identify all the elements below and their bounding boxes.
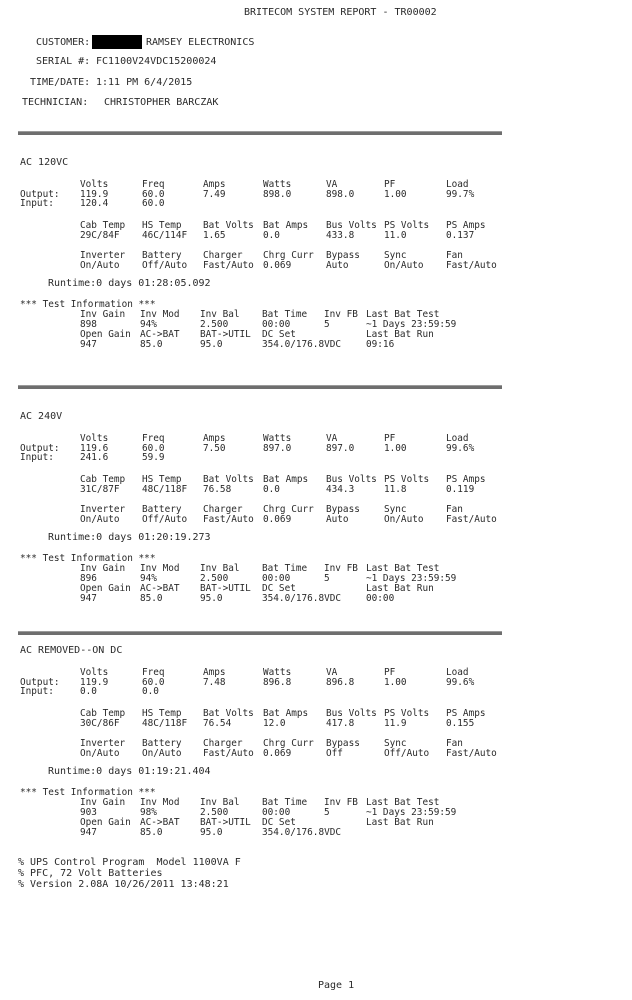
column-header: Bat Volts	[203, 474, 254, 485]
column-header: Amps	[203, 179, 226, 190]
test-header: Inv Mod	[140, 309, 180, 320]
test-value: 95.0	[200, 827, 223, 838]
status-value: On/Auto	[80, 748, 120, 759]
test-header: Last Bat Test	[366, 563, 440, 574]
input-value: 0.0	[80, 686, 97, 697]
status-value: On/Auto	[384, 514, 424, 525]
column-header: Watts	[263, 433, 292, 444]
status-value: 0.069	[263, 260, 292, 271]
column-header: Freq	[142, 667, 165, 678]
output-value: 7.50	[203, 443, 226, 454]
output-value: 60.0	[142, 189, 165, 200]
column-header: Fan	[446, 738, 463, 749]
output-value: 119.6	[80, 443, 109, 454]
column-header: Bat Amps	[263, 220, 309, 231]
output-value: 99.6%	[446, 677, 475, 688]
status-value: 29C/84F	[80, 230, 120, 241]
test-header: Last Bat Run	[366, 329, 434, 340]
column-header: Bus Volts	[326, 220, 377, 231]
test-value: 947	[80, 339, 97, 350]
column-header: Sync	[384, 504, 407, 515]
output-value: 1.00	[384, 677, 407, 688]
test-value: 85.0	[140, 593, 163, 604]
column-header: Bat Amps	[263, 708, 309, 719]
column-header: Chrg Curr	[263, 738, 314, 749]
column-header: Fan	[446, 250, 463, 261]
column-header: Load	[446, 179, 469, 190]
test-header: Inv Bal	[200, 797, 240, 808]
output-value: 897.0	[263, 443, 292, 454]
status-value: 0.069	[263, 514, 292, 525]
test-header: DC Set	[262, 583, 296, 594]
input-label: Input:	[20, 452, 54, 463]
footer-line-2: % PFC, 72 Volt Batteries	[18, 868, 163, 879]
status-value: 0.137	[446, 230, 475, 241]
column-header: Amps	[203, 667, 226, 678]
test-info-title: *** Test Information ***	[20, 299, 156, 310]
output-value: 7.49	[203, 189, 226, 200]
test-header: Bat Time	[262, 563, 308, 574]
section-title: AC 120VC	[20, 157, 69, 168]
customer-value: RAMSEY ELECTRONICS	[146, 37, 255, 48]
column-header: Load	[446, 667, 469, 678]
status-value: 31C/87F	[80, 484, 120, 495]
status-value: On/Auto	[384, 260, 424, 271]
test-value: 354.0/176.8VDC	[262, 339, 342, 350]
column-header: Watts	[263, 179, 292, 190]
input-value: 0.0	[142, 686, 159, 697]
test-value: ~1 Days 23:59:59	[366, 573, 457, 584]
output-value: 119.9	[80, 677, 109, 688]
column-header: Bypass	[326, 738, 360, 749]
test-header: BAT->UTIL	[200, 817, 251, 828]
column-header: Bat Volts	[203, 220, 254, 231]
test-header: AC->BAT	[140, 583, 180, 594]
test-value: 2.500	[200, 319, 229, 330]
column-header: Bat Volts	[203, 708, 254, 719]
runtime-value: Runtime:0 days 01:20:19.273	[48, 532, 211, 543]
column-header: Cab Temp	[80, 220, 126, 231]
status-value: Off/Auto	[384, 748, 430, 759]
column-header: Bypass	[326, 250, 360, 261]
test-value: 00:00	[366, 593, 395, 604]
output-value: 1.00	[384, 443, 407, 454]
output-value: 119.9	[80, 189, 109, 200]
column-header: Chrg Curr	[263, 250, 314, 261]
column-header: VA	[326, 667, 338, 678]
status-value: 0.155	[446, 718, 475, 729]
test-value: 00:00	[262, 573, 291, 584]
test-header: DC Set	[262, 817, 296, 828]
column-header: Watts	[263, 667, 292, 678]
column-header: Fan	[446, 504, 463, 515]
column-header: Inverter	[80, 504, 126, 515]
status-value: 0.119	[446, 484, 475, 495]
test-info-title: *** Test Information ***	[20, 787, 156, 798]
section-divider	[18, 131, 502, 135]
status-value: On/Auto	[80, 260, 120, 271]
status-value: Fast/Auto	[203, 748, 254, 759]
status-value: Fast/Auto	[446, 260, 497, 271]
input-value: 60.0	[142, 198, 165, 209]
column-header: Charger	[203, 250, 243, 261]
test-value: 354.0/176.8VDC	[262, 827, 342, 838]
output-value: 897.0	[326, 443, 355, 454]
test-header: Inv FB	[324, 563, 358, 574]
column-header: Cab Temp	[80, 474, 126, 485]
column-header: Inverter	[80, 738, 126, 749]
column-header: Cab Temp	[80, 708, 126, 719]
status-value: Fast/Auto	[203, 260, 254, 271]
status-value: 48C/118F	[142, 718, 188, 729]
test-header: Last Bat Test	[366, 797, 440, 808]
status-value: 433.8	[326, 230, 355, 241]
status-value: Off	[326, 748, 343, 759]
column-header: Bat Amps	[263, 474, 309, 485]
column-header: Freq	[142, 433, 165, 444]
output-value: 60.0	[142, 677, 165, 688]
test-value: 354.0/176.8VDC	[262, 593, 342, 604]
test-value: 94%	[140, 319, 157, 330]
column-header: PS Amps	[446, 474, 486, 485]
test-value: 00:00	[262, 807, 291, 818]
output-value: 896.8	[326, 677, 355, 688]
test-value: 94%	[140, 573, 157, 584]
section-divider	[18, 385, 502, 389]
test-value: ~1 Days 23:59:59	[366, 807, 457, 818]
test-header: BAT->UTIL	[200, 329, 251, 340]
column-header: Battery	[142, 250, 182, 261]
test-header: BAT->UTIL	[200, 583, 251, 594]
test-header: Open Gain	[80, 329, 131, 340]
column-header: Sync	[384, 738, 407, 749]
column-header: Volts	[80, 179, 109, 190]
serial-value: FC1100V24VDC15200024	[96, 56, 217, 67]
column-header: PS Volts	[384, 474, 430, 485]
serial-label: SERIAL #:	[36, 56, 91, 67]
column-header: PS Amps	[446, 220, 486, 231]
test-header: Open Gain	[80, 583, 131, 594]
test-value: ~1 Days 23:59:59	[366, 319, 457, 330]
status-value: Auto	[326, 514, 349, 525]
status-value: Off/Auto	[142, 514, 188, 525]
input-value: 120.4	[80, 198, 109, 209]
status-value: 0.069	[263, 748, 292, 759]
test-header: Open Gain	[80, 817, 131, 828]
status-value: On/Auto	[142, 748, 182, 759]
test-value: 85.0	[140, 339, 163, 350]
column-header: PF	[384, 179, 396, 190]
test-header: Inv Mod	[140, 563, 180, 574]
test-header: DC Set	[262, 329, 296, 340]
column-header: Freq	[142, 179, 165, 190]
column-header: PS Amps	[446, 708, 486, 719]
runtime-value: Runtime:0 days 01:19:21.404	[48, 766, 211, 777]
status-value: 0.0	[263, 230, 280, 241]
output-value: 898.0	[326, 189, 355, 200]
column-header: PF	[384, 667, 396, 678]
test-header: Last Bat Run	[366, 583, 434, 594]
technician-label: TECHNICIAN:	[22, 97, 89, 108]
status-value: 46C/114F	[142, 230, 188, 241]
column-header: Battery	[142, 738, 182, 749]
column-header: VA	[326, 433, 338, 444]
status-value: 417.8	[326, 718, 355, 729]
time-date-value: 1:11 PM 6/4/2015	[96, 77, 193, 88]
output-value: 1.00	[384, 189, 407, 200]
page-number: Page 1	[318, 980, 355, 991]
footer-line-3: % Version 2.08A 10/26/2011 13:48:21	[18, 879, 229, 890]
test-header: Inv Gain	[80, 797, 126, 808]
test-header: Bat Time	[262, 309, 308, 320]
output-label: Output:	[20, 189, 60, 200]
output-value: 60.0	[142, 443, 165, 454]
test-header: Inv FB	[324, 309, 358, 320]
status-value: 76.58	[203, 484, 232, 495]
status-value: 434.3	[326, 484, 355, 495]
output-value: 896.8	[263, 677, 292, 688]
test-header: Inv Mod	[140, 797, 180, 808]
test-info-title: *** Test Information ***	[20, 553, 156, 564]
output-label: Output:	[20, 443, 60, 454]
column-header: Chrg Curr	[263, 504, 314, 515]
column-header: Volts	[80, 667, 109, 678]
input-label: Input:	[20, 686, 54, 697]
column-header: Charger	[203, 738, 243, 749]
status-value: 11.8	[384, 484, 407, 495]
column-header: PF	[384, 433, 396, 444]
test-header: Last Bat Test	[366, 309, 440, 320]
output-value: 99.7%	[446, 189, 475, 200]
test-value: 2.500	[200, 807, 229, 818]
redaction-bar	[92, 35, 142, 49]
test-value: 09:16	[366, 339, 395, 350]
column-header: Charger	[203, 504, 243, 515]
status-value: 11.9	[384, 718, 407, 729]
status-value: Fast/Auto	[446, 514, 497, 525]
status-value: 1.65	[203, 230, 226, 241]
test-header: AC->BAT	[140, 329, 180, 340]
test-value: 947	[80, 593, 97, 604]
column-header: HS Temp	[142, 474, 182, 485]
test-value: 903	[80, 807, 97, 818]
output-value: 99.6%	[446, 443, 475, 454]
section-title: AC 240V	[20, 411, 63, 422]
status-value: 76.54	[203, 718, 232, 729]
column-header: Inverter	[80, 250, 126, 261]
test-header: AC->BAT	[140, 817, 180, 828]
test-header: Inv Gain	[80, 309, 126, 320]
status-value: Fast/Auto	[446, 748, 497, 759]
status-value: 11.0	[384, 230, 407, 241]
status-value: 0.0	[263, 484, 280, 495]
test-value: 85.0	[140, 827, 163, 838]
status-value: 12.0	[263, 718, 286, 729]
test-value: 5	[324, 319, 330, 330]
test-header: Last Bat Run	[366, 817, 434, 828]
section-title: AC REMOVED--ON DC	[20, 645, 123, 656]
column-header: Volts	[80, 433, 109, 444]
runtime-value: Runtime:0 days 01:28:05.092	[48, 278, 211, 289]
test-value: 95.0	[200, 593, 223, 604]
column-header: Bypass	[326, 504, 360, 515]
test-value: 2.500	[200, 573, 229, 584]
output-label: Output:	[20, 677, 60, 688]
status-value: Fast/Auto	[203, 514, 254, 525]
test-value: 00:00	[262, 319, 291, 330]
column-header: Sync	[384, 250, 407, 261]
column-header: Amps	[203, 433, 226, 444]
output-value: 7.48	[203, 677, 226, 688]
test-header: Inv FB	[324, 797, 358, 808]
test-header: Bat Time	[262, 797, 308, 808]
status-value: 30C/86F	[80, 718, 120, 729]
status-value: 48C/118F	[142, 484, 188, 495]
footer-line-1: % UPS Control Program Model 1100VA F	[18, 857, 241, 868]
test-value: 5	[324, 573, 330, 584]
column-header: PS Volts	[384, 220, 430, 231]
section-divider	[18, 631, 502, 635]
test-value: 896	[80, 573, 97, 584]
time-date-label: TIME/DATE:	[30, 77, 91, 88]
test-header: Inv Bal	[200, 309, 240, 320]
column-header: Bus Volts	[326, 708, 377, 719]
output-value: 898.0	[263, 189, 292, 200]
test-value: 5	[324, 807, 330, 818]
input-value: 59.9	[142, 452, 165, 463]
test-value: 947	[80, 827, 97, 838]
customer-label: CUSTOMER:	[36, 37, 91, 48]
column-header: PS Volts	[384, 708, 430, 719]
column-header: VA	[326, 179, 338, 190]
test-header: Inv Bal	[200, 563, 240, 574]
report-title: BRITECOM SYSTEM REPORT - TR00002	[244, 7, 437, 18]
test-header: Inv Gain	[80, 563, 126, 574]
test-value: 95.0	[200, 339, 223, 350]
status-value: On/Auto	[80, 514, 120, 525]
status-value: Off/Auto	[142, 260, 188, 271]
test-value: 898	[80, 319, 97, 330]
column-header: HS Temp	[142, 708, 182, 719]
test-value: 98%	[140, 807, 157, 818]
column-header: Load	[446, 433, 469, 444]
input-label: Input:	[20, 198, 54, 209]
column-header: Battery	[142, 504, 182, 515]
column-header: HS Temp	[142, 220, 182, 231]
technician-value: CHRISTOPHER BARCZAK	[104, 97, 219, 108]
status-value: Auto	[326, 260, 349, 271]
input-value: 241.6	[80, 452, 109, 463]
column-header: Bus Volts	[326, 474, 377, 485]
